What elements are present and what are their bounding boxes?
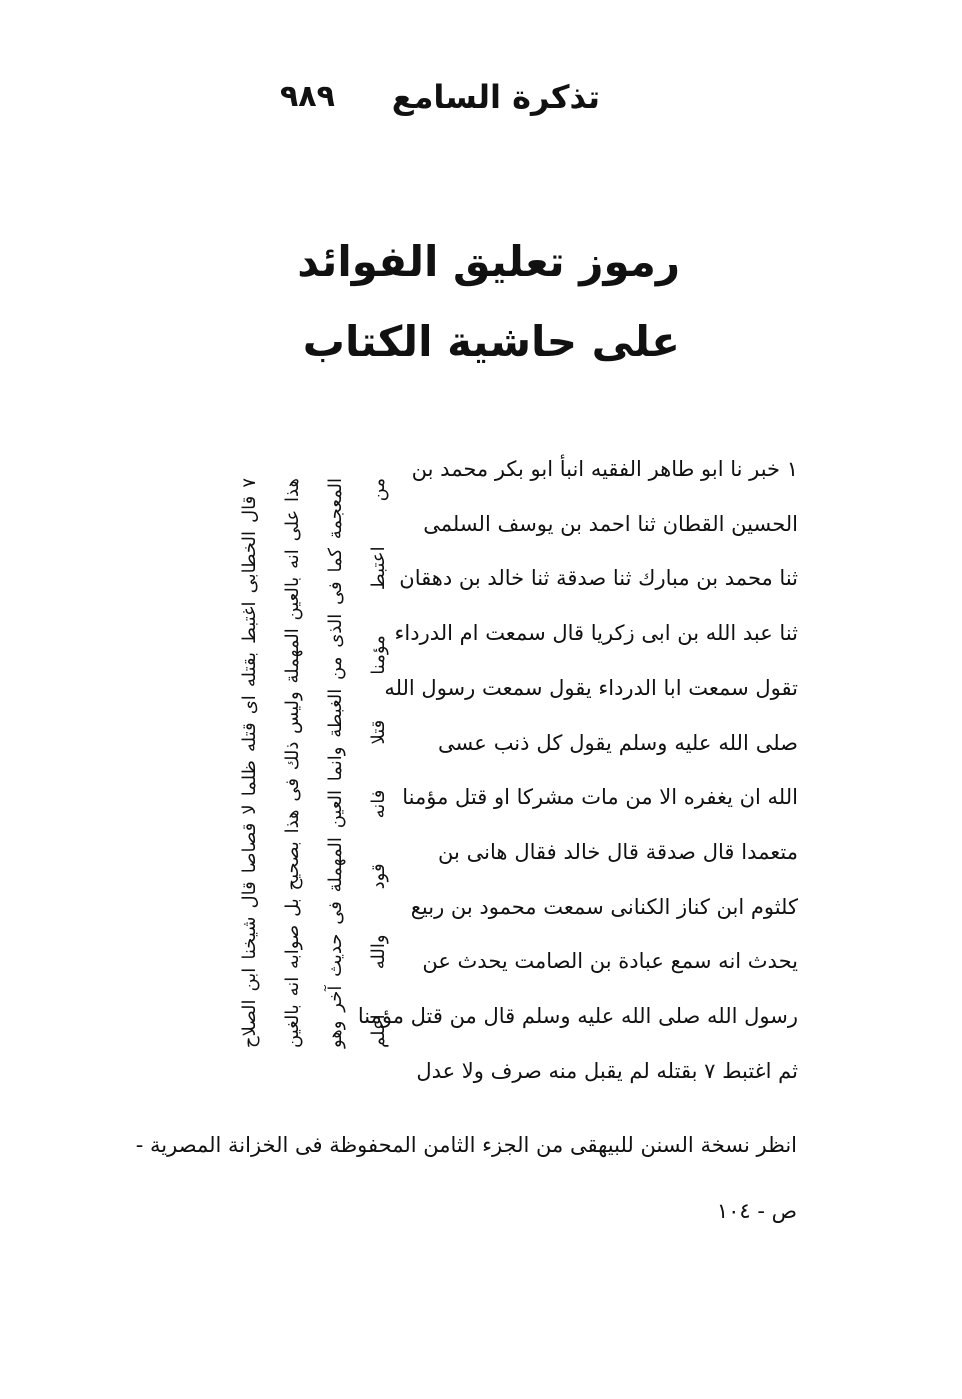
running-title: تذكرة السامع	[391, 78, 600, 116]
footnote-reference: انظر نسخة السنن للبيهقى من الجزء الثامن المحفوظة فى الخزانة المصرية -	[135, 1133, 797, 1157]
marginal-note-rotated-text	[228, 478, 403, 1048]
heading-line-2: على حاشية الكتاب	[302, 317, 680, 366]
main-text-line: تقول سمعت ابا الدرداء يقول سمعت رسول الله	[384, 675, 798, 700]
main-text-line: صلى الله عليه وسلم يقول كل ذنب عسى	[438, 730, 798, 755]
main-text-line: الحسين القطان ثنا احمد بن يوسف السلمى	[423, 511, 798, 536]
marginal-note-line: هذا على انه بالعين المهملة وليس ذلك فى هذا بصحيح بل صوابه انه بالغين	[282, 478, 303, 1048]
marginal-note-line: من اعتبط مؤمنا قتلا فانه قود والله اعلم	[368, 478, 389, 1048]
main-text-line: ١ خبر نا ابو طاهر الفقيه انبأ ابو بكر محمد بن	[411, 457, 798, 481]
main-text-line: كلثوم ابن كناز الكنانى سمعت محمود بن ربيع	[410, 894, 798, 919]
marginal-note	[228, 478, 403, 1048]
heading-line-1: رموز تعليق الفوائد	[297, 237, 680, 286]
marginal-note-line: المعجمة كما فى الذى من الغبطة وانما العين المهملة فى حديث آخر وهو	[325, 478, 346, 1048]
main-text-line: رسول الله صلى الله عليه وسلم قال من قتل مؤمنا	[357, 1004, 798, 1029]
page-header	[280, 72, 600, 122]
main-text-line: الله ان يغفره الا من مات مشركا او قتل مؤمنا	[402, 785, 798, 810]
main-text-line: ثنا عبد الله بن ابى زكريا قال سمعت ام الدرداء	[394, 621, 798, 646]
main-text-line: ثنا محمد بن مبارك ثنا صدقة ثنا خالد بن دهقان	[399, 566, 798, 591]
main-text-line: متعمدا قال صدقة قال خالد فقال هانى بن	[438, 839, 798, 864]
main-text-line: يحدث انه سمع عبادة بن الصامت يحدث عن	[422, 949, 798, 974]
section-heading	[297, 222, 680, 382]
page-number: ٩٨٩	[280, 79, 335, 114]
marginal-note-line: ٧ قال الخطابى اغتبط بقتله اى قتله ظلما لا قصاصا قال شيخنا ابن الصلاح	[239, 478, 260, 1048]
footnote-page-ref: ص - ١٠٤	[716, 1199, 797, 1223]
source-footnote	[135, 1112, 797, 1244]
main-text-line: ثم اغتبط ٧ بقتله لم يقبل منه صرف ولا عدل	[416, 1058, 798, 1083]
